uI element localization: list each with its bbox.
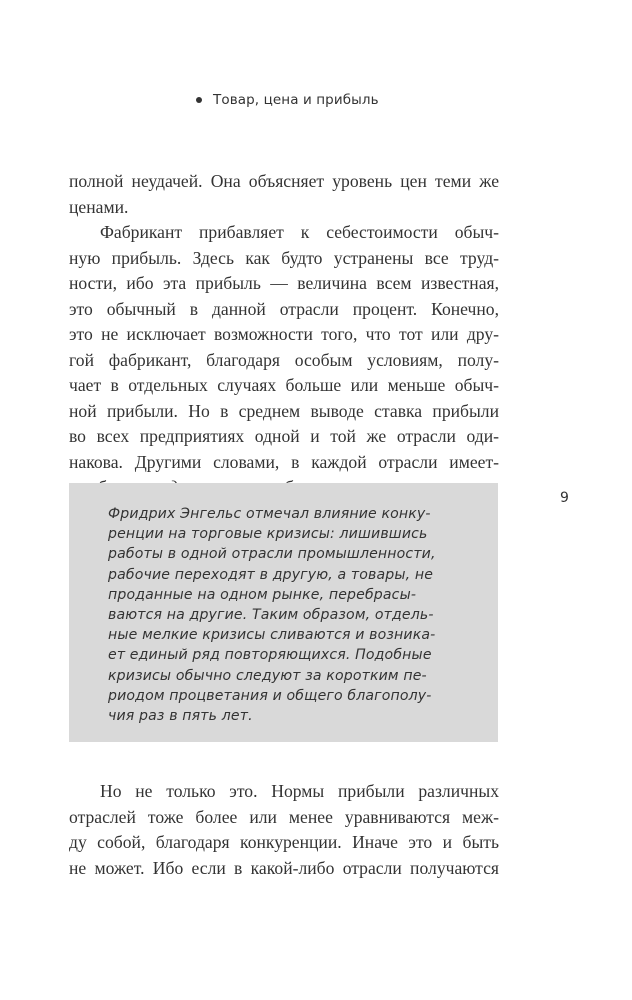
text-line: ренции на торговые кризисы: лишившись [108, 526, 428, 543]
text-line: ности, ибо эта прибыль — величина всем известная, [69, 273, 499, 293]
text-line: чает в отдельных случаях больше или меньше обыч- [69, 375, 499, 395]
paragraph-1 [69, 169, 499, 220]
text-line: рабочие переходят в другую, а товары, не [108, 566, 434, 583]
text-line: это обычный в данной отрасли процент. Конечно, [69, 298, 499, 319]
text-line: ет единый ряд повторяющихся. Подобные [108, 647, 432, 664]
text-line: ду собой, благодаря конкуренции. Иначе это и быть [69, 832, 499, 852]
body-text-bottom [69, 779, 499, 881]
text-line: Но не только это. Нормы прибыли различных [100, 781, 499, 801]
text-line: ценами. [69, 196, 129, 217]
text-line: отраслей тоже более или менее уравниваются меж- [69, 806, 499, 827]
paragraph-2 [69, 220, 499, 501]
page-number: 9 [560, 490, 569, 506]
text-line: не может. Ибо если в какой-либо отрасли получаются [69, 857, 499, 878]
text-line: риодом процветания и общего благополу- [108, 687, 432, 704]
text-line: кризисы обычно следуют за коротким пе- [108, 667, 427, 684]
text-line: во всех предприятиях одной и той же отрасли оди- [69, 426, 499, 446]
text-line: проданные на одном рынке, перебрасы- [108, 586, 417, 603]
text-line: ную прибыль. Здесь как будто устранены все труд- [69, 247, 499, 268]
text-line: ной прибыли. Но в среднем выводе ставка прибыли [69, 400, 499, 421]
paragraph-3 [69, 779, 499, 881]
body-text-top [69, 169, 499, 501]
text-line: чия раз в пять лет. [108, 708, 253, 725]
running-header [196, 92, 379, 108]
sidebar-note-text [108, 504, 458, 726]
sidebar-note [69, 483, 498, 742]
text-line: полной неудачей. Она объясняет уровень цен теми же [69, 171, 499, 191]
text-line: Фридрих Энгельс отмечал влияние конку- [108, 506, 431, 522]
bullet-icon [196, 97, 202, 103]
text-line: ваются на другие. Таким образом, отдель- [108, 607, 434, 624]
text-line: гой фабрикант, благодаря особым условиям, полу- [69, 349, 499, 370]
text-line: Фабрикант прибавляет к себестоимости обыч- [100, 222, 499, 242]
running-title: Товар, цена и прибыль [213, 92, 379, 108]
text-line: работы в одной отрасли промышленности, [108, 546, 436, 563]
text-line: накова. Другими словами, в каждой отрасли имеет- [69, 451, 499, 472]
text-line: ные мелкие кризисы сливаются и возника- [108, 627, 436, 644]
text-line: это не исключает возможности того, что тот или дру- [69, 324, 499, 344]
